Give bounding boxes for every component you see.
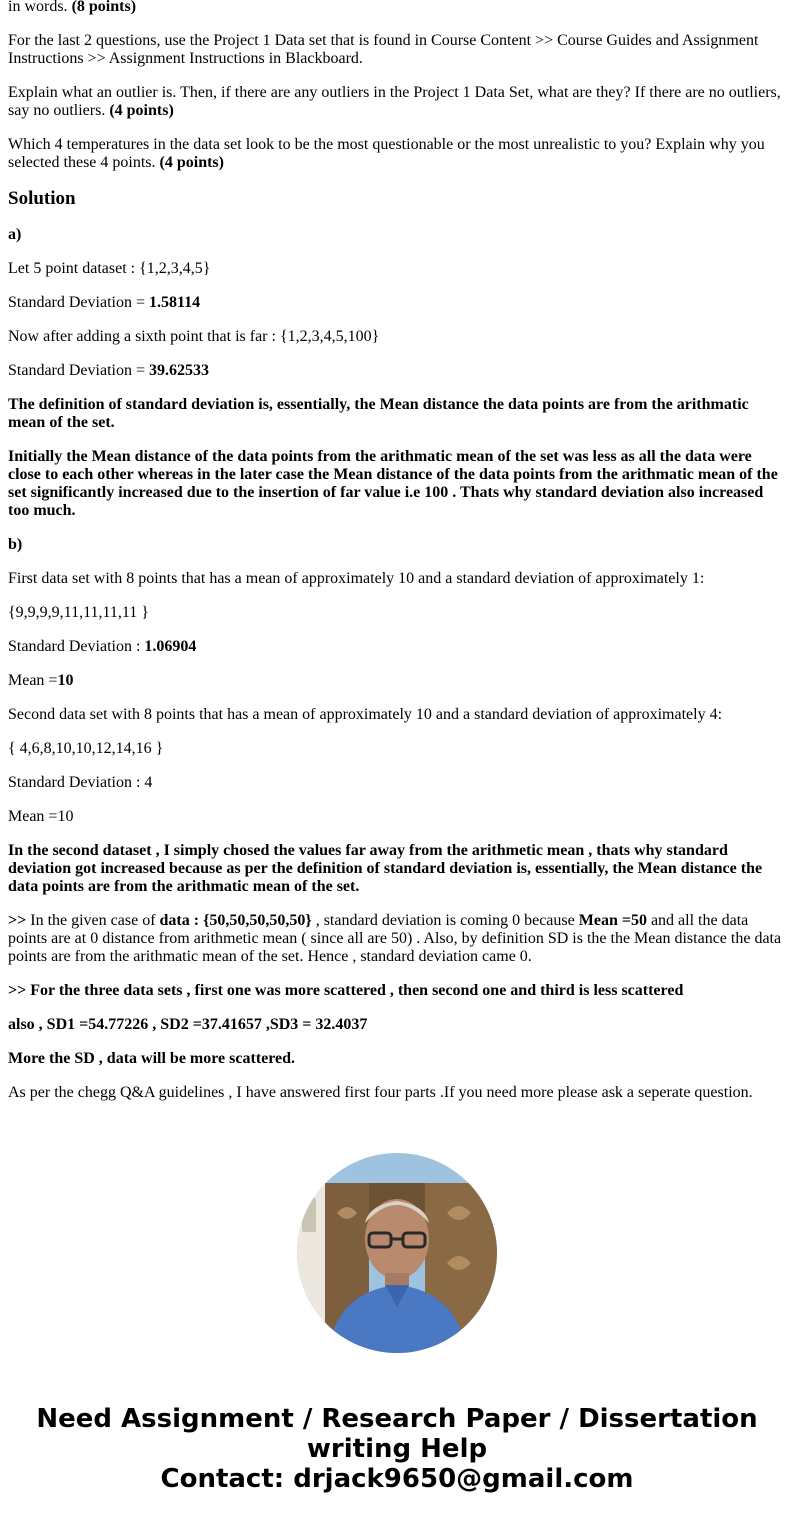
part-b-label: b) xyxy=(8,536,23,553)
document-body xyxy=(8,0,786,1118)
question-outlier: Explain what an outlier is. Then, if there are any outliers in the Project 1 Data Set, what are they? If there are no outliers, say no outliers. (4 points) xyxy=(8,84,781,119)
sd-definition: The definition of standard deviation is, essentially, the Mean distance the data points are from the arithmatic mean of the set. xyxy=(8,396,749,431)
part-d-sd-values: also , SD1 =54.77226 , SD2 =37.41657 ,SD3 = 32.4037 xyxy=(8,1016,368,1033)
sd-six-points: Standard Deviation = 39.62533 xyxy=(8,362,209,379)
solution-heading: Solution xyxy=(8,188,76,209)
question-temperatures: Which 4 temperatures in the data set look to be the most questionable or the most unrealistic to you? Explain why you selected these 4 points. (4 points) xyxy=(8,136,765,171)
first-dataset-description: First data set with 8 points that has a mean of approximately 10 and a standard deviation of approximately 1: xyxy=(8,570,705,587)
part-b-explanation: In the second dataset , I simply chosed the values far away from the arithmetic mean , thats why standard deviation got increased because as per the definition of standard deviation is, essentially, the Mean distance the data points are from the arithmatic mean of the set. xyxy=(8,842,763,895)
first-dataset-values: {9,9,9,9,11,11,11,11 } xyxy=(8,604,149,621)
dataset-five-points: Let 5 point dataset : {1,2,3,4,5} xyxy=(8,260,211,277)
question-project-note: For the last 2 questions, use the Project 1 Data set that is found in Course Content >> Course Guides and Assignment Instructions >> Assignment Instructions in Blackboard. xyxy=(8,32,759,67)
author-avatar xyxy=(297,1153,497,1353)
footer-line-2: writing Help xyxy=(306,1434,488,1464)
first-dataset-mean: Mean =10 xyxy=(8,672,74,689)
part-d-answer: >> For the three data sets , first one was more scattered , then second one and third is less scattered xyxy=(8,982,684,999)
second-dataset-sd: Standard Deviation : 4 xyxy=(8,774,153,791)
part-a-label: a) xyxy=(8,226,22,243)
second-dataset-mean: Mean =10 xyxy=(8,808,74,825)
part-d-conclusion: More the SD , data will be more scattered. xyxy=(8,1050,296,1067)
part-c-answer: >> In the given case of data : {50,50,50,50,50} , standard deviation is coming 0 because Mean =50 and all the data points are at 0 distance from arithmetic mean ( since all are 50) . Also, by definition SD is the the Mean distance the data points are from the arithmatic mean of the set. Hence , standard deviation came 0. xyxy=(8,912,782,965)
second-dataset-description: Second data set with 8 points that has a mean of approximately 10 and a standard deviation of approximately 4: xyxy=(8,706,723,723)
first-dataset-sd: Standard Deviation : 1.06904 xyxy=(8,638,197,655)
contact-footer xyxy=(0,1404,794,1494)
footer-contact: Contact: drjack9650@gmail.com xyxy=(160,1464,634,1494)
question-part-end: in words. (8 points) xyxy=(8,0,137,15)
second-dataset-values: { 4,6,8,10,10,12,14,16 } xyxy=(8,740,164,757)
dataset-six-points: Now after adding a sixth point that is far : {1,2,3,4,5,100} xyxy=(8,328,380,345)
sd-five-points: Standard Deviation = 1.58114 xyxy=(8,294,201,311)
part-a-explanation: Initially the Mean distance of the data points from the arithmatic mean of the set was less as all the data were close to each other whereas in the later case the Mean distance of the data points from the arithmatic mean of the set significantly increased due to the insertion of far value i.e 100 . Thats why standard deviation also increased too much. xyxy=(8,448,778,519)
guidelines-note: As per the chegg Q&A guidelines , I have answered first four parts .If you need more please ask a seperate question. xyxy=(8,1084,753,1101)
footer-line-1: Need Assignment / Research Paper / Dissertation xyxy=(36,1404,758,1434)
